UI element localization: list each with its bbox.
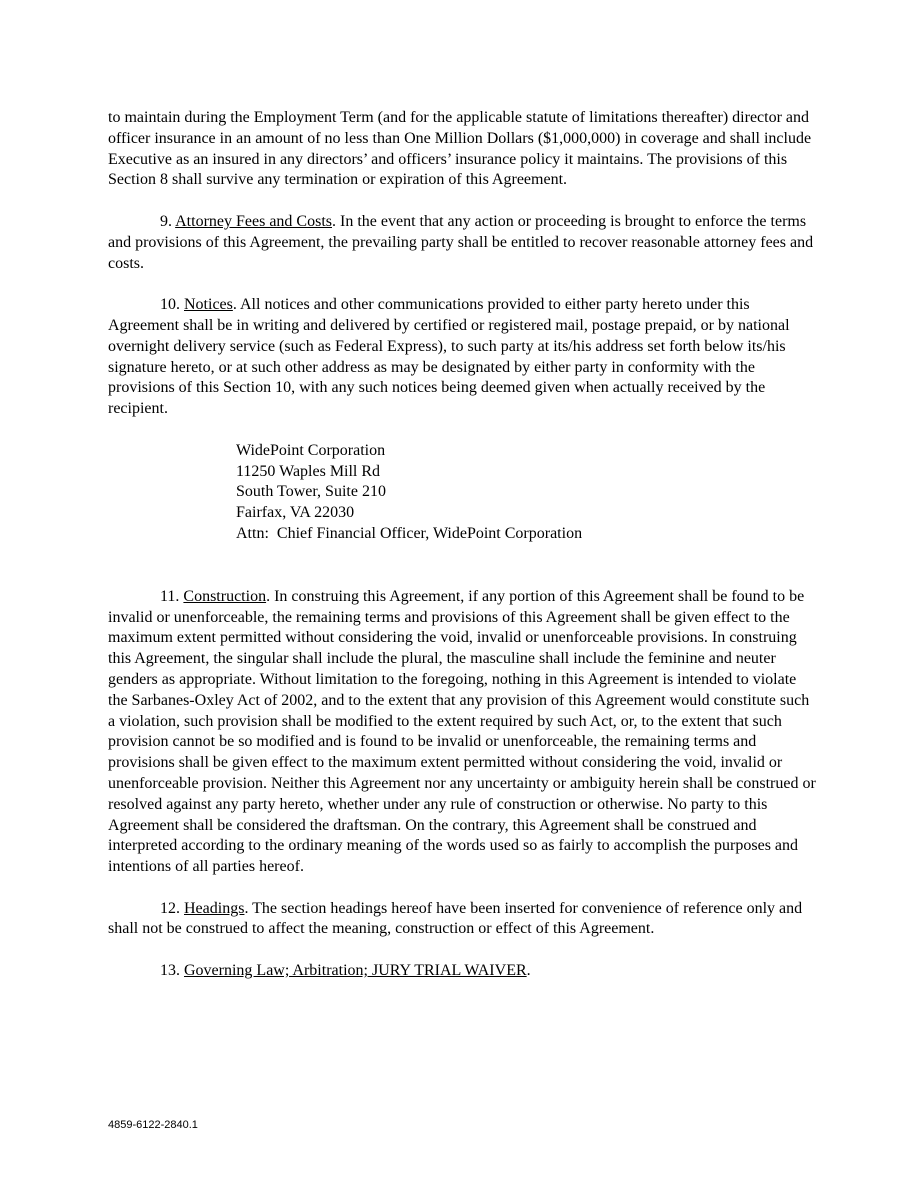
section-body: . The section headings hereof have been inserted for convenience of reference only and shall not be construed to affect the meaning, construction or effect of this Agreement.	[108, 899, 803, 938]
section-heading: Construction	[183, 587, 267, 605]
address-line: Attn: Chief Financial Officer, WidePoint Corporation	[236, 524, 583, 542]
address-line: WidePoint Corporation	[236, 441, 386, 459]
section-12	[108, 899, 816, 941]
address-line: South Tower, Suite 210	[236, 483, 386, 501]
section-number: 10.	[160, 296, 180, 314]
section-body: . All notices and other communications provided to either party hereto under this Agreement shall be in writing and delivered by certified or registered mail, postage prepaid, or by national overnight delivery service (such as Federal Express), to such party at its/his address set forth below its/his signature hereto, or at such other address as may be designated by either party in conformity with the provisions of this Section 10, with any such notices being deemed given when actually received by the recipient.	[108, 296, 790, 418]
section-body: .	[526, 962, 531, 980]
section-heading: Governing Law; Arbitration; JURY TRIAL WAIVER	[184, 962, 527, 980]
section-number: 13.	[160, 962, 180, 980]
address-line: 11250 Waples Mill Rd	[236, 462, 381, 480]
section-10	[108, 295, 816, 420]
section-heading: Notices	[184, 296, 233, 314]
document-page	[108, 108, 816, 1003]
document-id-footer: 4859-6122-2840.1	[108, 1119, 198, 1131]
section-13	[108, 961, 816, 982]
section-number: 12.	[160, 899, 180, 917]
section-body: . In the event that any action or proceeding is brought to enforce the terms and provisions of this Agreement, the prevailing party shall be entitled to recover reasonable attorney fees and costs.	[108, 212, 814, 272]
intro-paragraph: to maintain during the Employment Term (and for the applicable statute of limitations thereafter) director and officer insurance in an amount of no less than One Million Dollars ($1,000,000) in coverage and shall include Executive as an insured in any directors’ and officers’ insurance policy it maintains. The provisions of this Section 8 shall survive any termination or expiration of this Agreement.	[108, 109, 812, 189]
section-number: 11.	[160, 587, 180, 605]
notice-address-block	[236, 441, 816, 545]
section-number: 9.	[160, 212, 172, 230]
section-body: . In construing this Agreement, if any portion of this Agreement shall be found to be invalid or unenforceable, the remaining terms and provisions of this Agreement shall be given effect to the maximum extent permitted without considering the void, invalid or unenforceable provisions. In construing this Agreement, the singular shall include the plural, the masculine shall include the feminine and neuter genders as appropriate. Without limitation to the foregoing, nothing in this Agreement is intended to violate the Sarbanes-Oxley Act of 2002, and to the extent that any provision of this Agreement would constitute such a violation, such provision shall be modified to the extent required by such Act, or, to the extent that such provision cannot be so modified and is found to be invalid or unenforceable, the remaining terms and provisions shall be given effect to the maximum extent permitted without considering the void, invalid or unenforceable provision. Neither this Agreement nor any uncertainty or ambiguity herein shall be construed or resolved against any party hereto, whether under any rule of construction or otherwise. No party to this Agreement shall be considered the draftsman. On the contrary, this Agreement shall be construed and interpreted according to the ordinary meaning of the words used so as fairly to accomplish the purposes and intentions of all parties hereof.	[108, 587, 816, 876]
section-heading: Headings	[184, 899, 245, 917]
address-line: Fairfax, VA 22030	[236, 504, 355, 522]
section-9	[108, 212, 816, 274]
section-11	[108, 587, 816, 878]
section-heading: Attorney Fees and Costs	[175, 212, 332, 230]
